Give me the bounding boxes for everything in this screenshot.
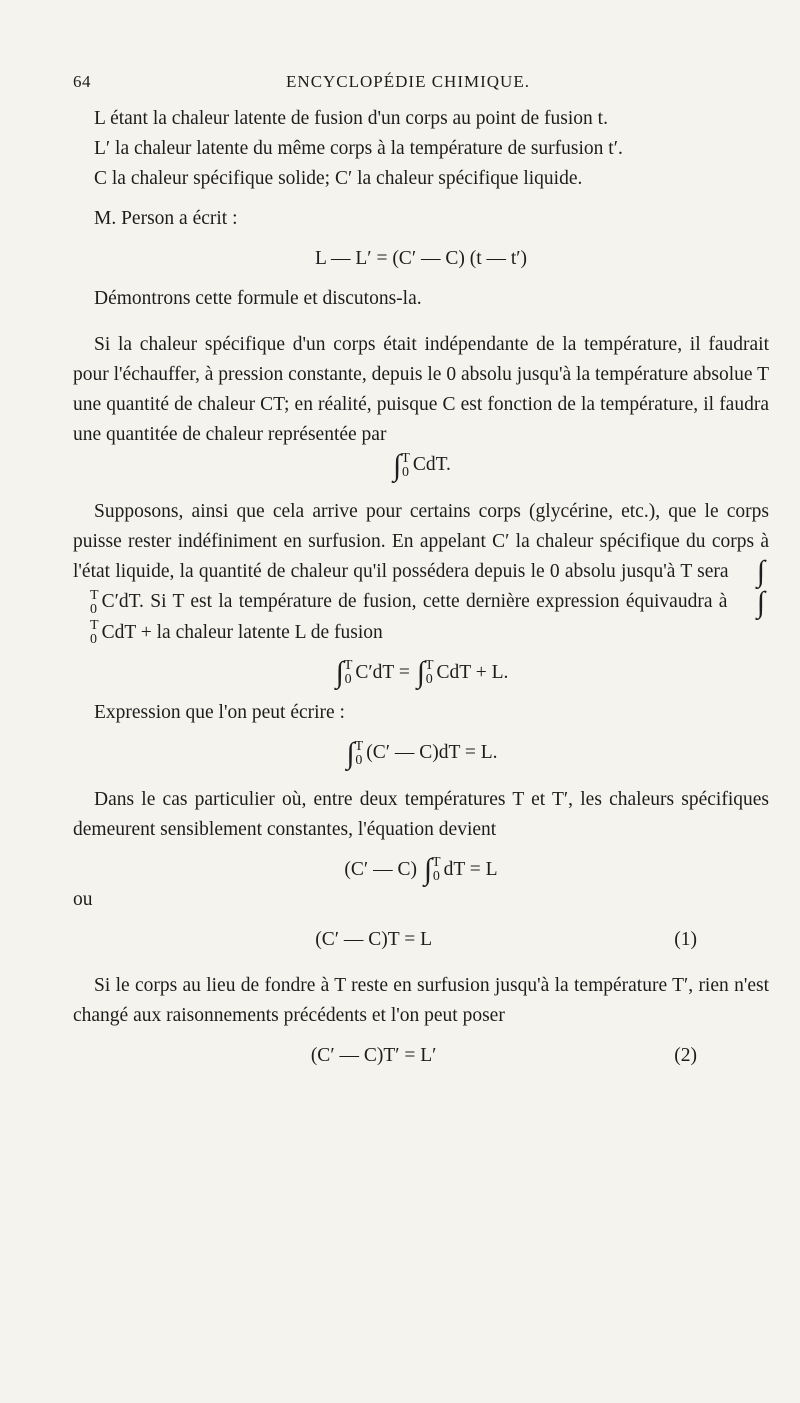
integral-sign: ∫: [335, 656, 344, 690]
equation-number: (2): [674, 1045, 697, 1067]
equation-integral-cdt: ∫ T 0 CdT.: [393, 448, 451, 482]
equation-number: (1): [674, 929, 697, 951]
definition-line: L étant la chaleur latente de fusion d'un corps au point de fusion t.: [94, 108, 608, 129]
definition-line: L′ la chaleur latente du même corps à la température de surfusion t′.: [94, 138, 623, 159]
equation-1: (C′ — C)T = L (1): [73, 925, 769, 955]
integral-sign: ∫: [423, 853, 433, 887]
integral-sign: ∫: [756, 555, 766, 589]
page-number: 64: [73, 72, 91, 91]
equation-difference: ∫ T 0 (C′ — C)dT = L.: [346, 736, 498, 770]
paragraph: Si la chaleur spécifique d'un corps était indépendante de la température, il faudrait pour l'échauffer, à pression constante, depuis le 0 absolu jusqu'à la température absolue T une quantité de chaleur CT; en réalité, puisque C est fonction de la température, il faudra une quantitée de chaleur représentée par: [73, 334, 769, 445]
connector-ou: ou: [73, 889, 93, 911]
integral-sign: ∫: [346, 736, 355, 770]
running-title: ENCYCLOPÉDIE CHIMIQUE.: [286, 72, 530, 91]
paragraph: Si le corps au lieu de fondre à T reste en surfusion jusqu'à la température T′, rien n'est changé aux raisonnements précédents et l'on peut poser: [73, 975, 769, 1027]
page-body: [73, 104, 769, 1071]
paragraph: Dans le cas particulier où, entre deux températures T et T′, les chaleurs spécifiques demeurent sensiblement constantes, l'équation devient: [73, 788, 769, 840]
definition-line: C la chaleur spécifique solide; C′ la chaleur spécifique liquide.: [94, 168, 583, 189]
expression-intro: Expression que l'on peut écrire :: [94, 702, 345, 724]
equation-constant: (C′ — C) ∫ T 0 dT = L: [344, 853, 498, 887]
person-intro: M. Person a écrit :: [94, 208, 238, 229]
demo-line: Démontrons cette formule et discutons-la.: [94, 288, 422, 309]
equation-2: (C′ — C)T′ = L′ (2): [73, 1041, 769, 1071]
integral-limits: T 0: [401, 450, 410, 480]
integral-sign: ∫: [756, 585, 766, 619]
page-header: [73, 72, 743, 98]
paragraph: Supposons, ainsi que cela arrive pour certains corps (glycérine, etc.), que le corps puisse rester indéfiniment en surfusion. En appelant C′ la chaleur spécifique du corps à l'état liquide, la quantité de chaleur qu'il possédera depuis le 0 absolu jusqu'à T sera ∫ T 0 C′dT. Si T est la température de fusion, cette dernière expression équivaudra à ∫ T 0 CdT + la chaleur latente L de fusion: [73, 500, 769, 648]
integral-sign: ∫: [393, 448, 402, 482]
integral-sign: ∫: [416, 656, 425, 690]
equation-person: L — L′ = (C′ — C) (t — t′): [314, 248, 528, 269]
equation-balance: ∫ T 0 C′dT = ∫ T 0 CdT + L.: [335, 656, 509, 690]
